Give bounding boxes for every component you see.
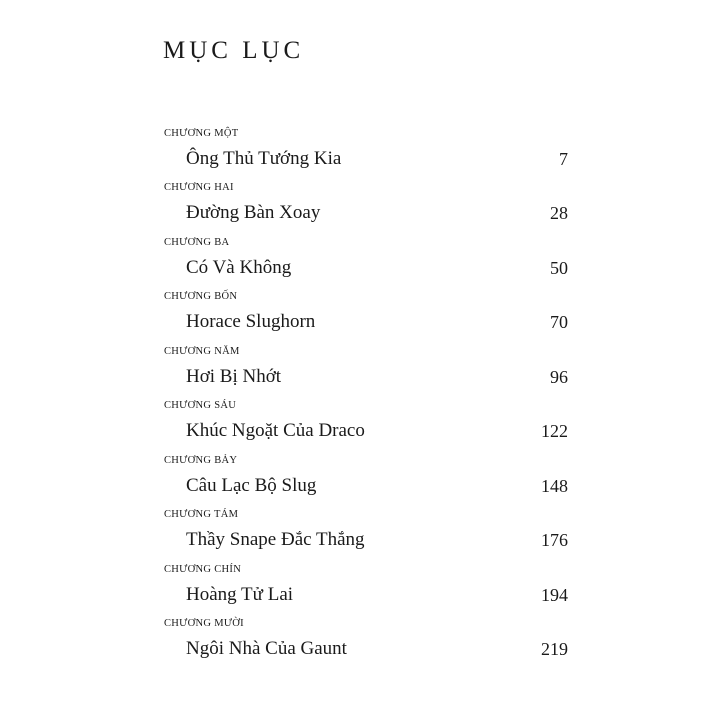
chapter-page-number: 96 (550, 367, 568, 387)
chapter-label: CHƯƠNG CHÍN (164, 564, 242, 575)
toc-entry[interactable] (0, 127, 720, 181)
chapter-page-number: 70 (550, 312, 568, 332)
chapter-page-number: 28 (550, 203, 568, 223)
chapter-label: CHƯƠNG SÁU (164, 400, 237, 411)
chapter-title[interactable]: Hơi Bị Nhớt (186, 366, 282, 387)
chapter-title[interactable]: Ông Thủ Tướng Kia (186, 148, 342, 169)
chapter-label: CHƯƠNG BẢY (164, 455, 238, 466)
toc-entry[interactable] (0, 345, 720, 399)
chapter-title[interactable]: Câu Lạc Bộ Slug (186, 475, 317, 496)
chapter-title[interactable]: Đường Bàn Xoay (186, 202, 321, 223)
chapter-title[interactable]: Thầy Snape Đắc Thắng (186, 529, 365, 550)
chapter-title[interactable]: Horace Slughorn (186, 311, 316, 332)
chapter-label: CHƯƠNG HAI (164, 182, 234, 193)
toc-entry[interactable] (0, 236, 720, 290)
chapter-title[interactable]: Khúc Ngoặt Của Draco (186, 420, 365, 441)
page-title: MỤC LỤC (163, 37, 305, 64)
chapter-label: CHƯƠNG MỘT (164, 128, 239, 139)
chapter-title[interactable]: Có Và Không (186, 257, 292, 278)
toc-entry[interactable] (0, 617, 720, 671)
chapter-page-number: 50 (550, 258, 568, 278)
toc-entry[interactable] (0, 563, 720, 617)
toc-entry[interactable] (0, 399, 720, 453)
chapter-label: CHƯƠNG MƯỜI (164, 618, 244, 629)
toc-entry[interactable] (0, 508, 720, 562)
chapter-label: CHƯƠNG BA (164, 237, 230, 248)
chapter-page-number: 148 (541, 476, 568, 496)
toc-entry[interactable] (0, 454, 720, 508)
toc-entry[interactable] (0, 290, 720, 344)
chapter-page-number: 122 (541, 421, 568, 441)
chapter-label: CHƯƠNG TÁM (164, 509, 239, 520)
chapter-page-number: 7 (559, 149, 568, 169)
chapter-title[interactable]: Ngôi Nhà Của Gaunt (186, 638, 347, 659)
chapter-label: CHƯƠNG NĂM (164, 346, 240, 357)
toc-entry[interactable] (0, 181, 720, 235)
chapter-label: CHƯƠNG BỐN (164, 291, 238, 302)
chapter-title[interactable]: Hoàng Tử Lai (186, 584, 294, 605)
chapter-page-number: 194 (541, 585, 568, 605)
chapter-page-number: 176 (541, 530, 568, 550)
chapter-page-number: 219 (541, 639, 568, 659)
